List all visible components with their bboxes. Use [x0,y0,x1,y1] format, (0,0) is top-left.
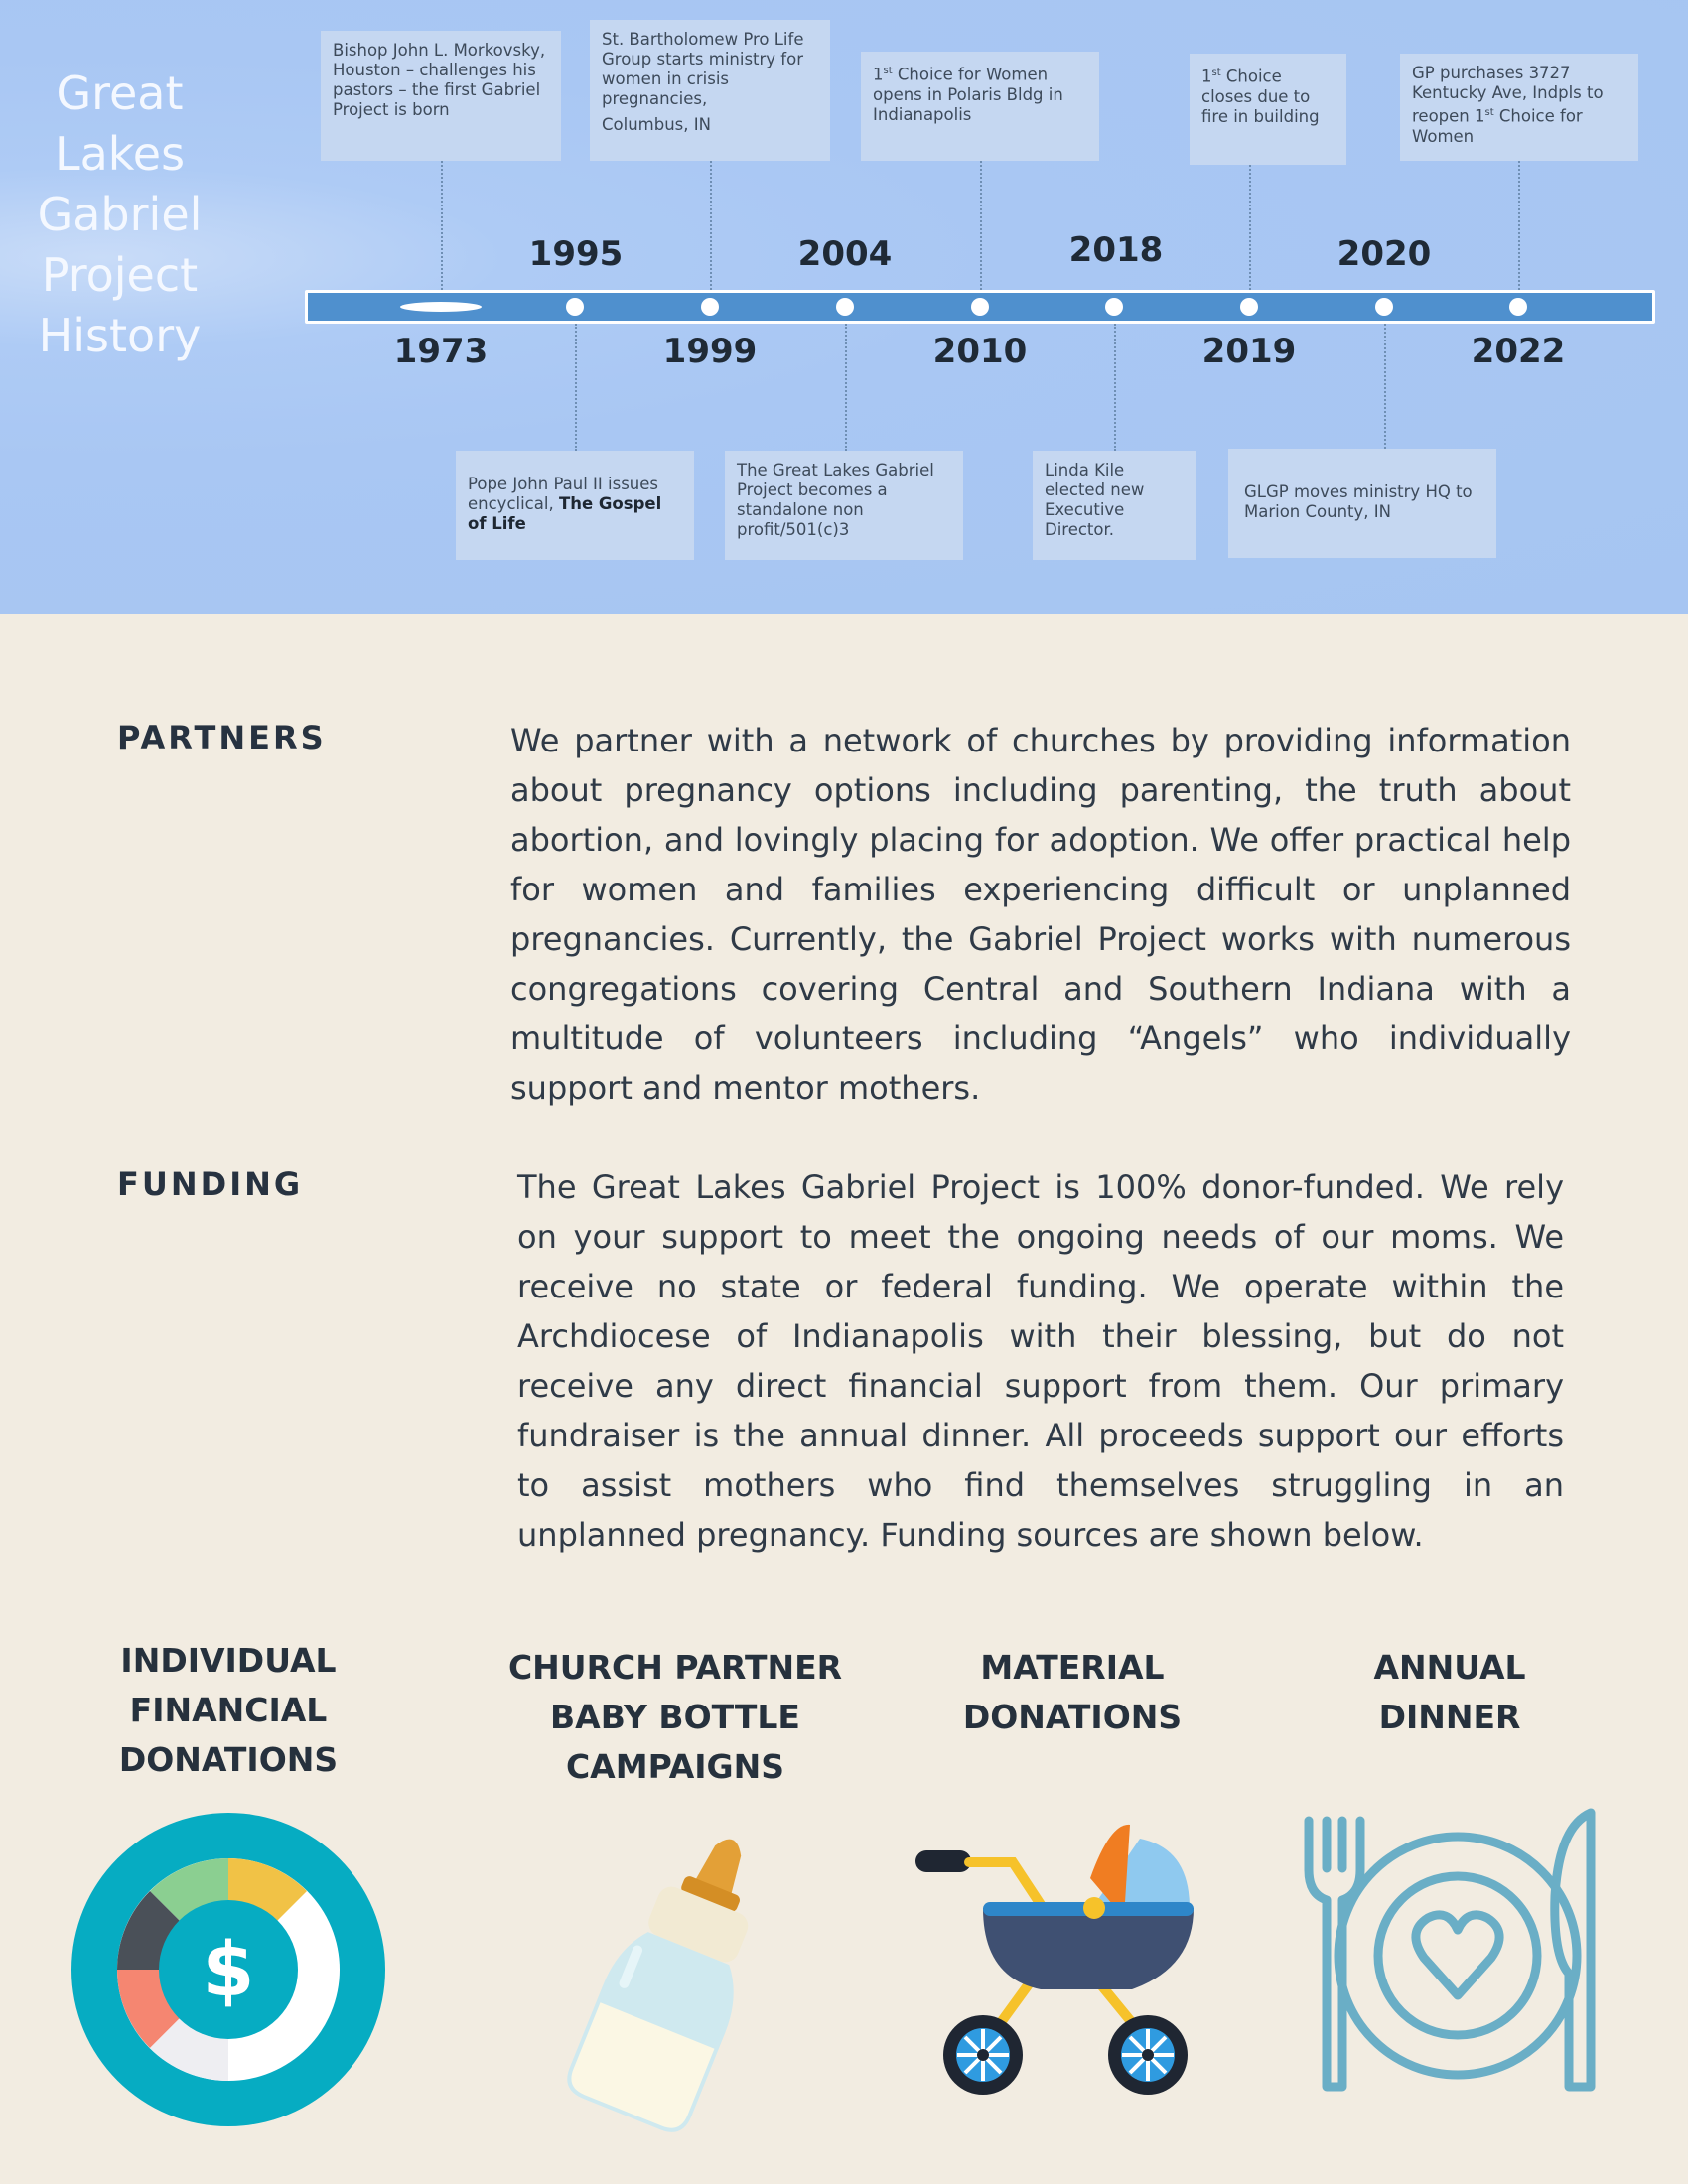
source-title-line: DINNER [1378,1698,1521,1736]
timeline-marker-1973 [400,302,482,312]
source-title-line: CAMPAIGNS [565,1747,785,1786]
event-card-2018 [1033,451,1196,560]
source-title-line: BABY BOTTLE [550,1698,800,1736]
history-timeline [0,0,1688,614]
timeline-marker [1509,298,1527,316]
timeline-title-line: Lakes [54,127,186,181]
source-title-line: MATERIAL [980,1648,1165,1687]
source-title-line: INDIVIDUAL [120,1641,337,1680]
source-title-line: DONATIONS [962,1698,1183,1736]
year-label: 2019 [1201,332,1297,371]
timeline-title [18,64,221,366]
baby-bottle-icon [536,1813,814,2140]
funding-heading: FUNDING [117,1165,304,1203]
event-card-2020 [1228,449,1496,558]
timeline-marker [701,298,719,316]
event-text: The Great Lakes Gabriel Project becomes a standalone non profit/501(c)3 [737,461,934,539]
source-title-dinner [1311,1643,1589,1742]
source-title-line: DONATIONS [118,1740,339,1779]
timeline-title-line: Great [56,67,184,120]
source-title-church [487,1643,864,1792]
event-text: 1 [1201,67,1212,86]
partners-heading: PARTNERS [117,719,327,756]
source-title-line: ANNUAL [1373,1648,1526,1687]
year-label: 2018 [1068,230,1164,270]
timeline-marker [1375,298,1393,316]
event-card-1973 [321,31,561,161]
connector [980,161,982,290]
event-text: Columbus, IN [602,115,711,134]
event-card-2022 [1400,54,1638,161]
event-text-bold: The Gospel of Life [468,494,662,533]
source-title-line: FINANCIAL [129,1691,328,1729]
event-text: st [883,66,893,76]
connector [710,161,712,290]
stroller-icon [914,1809,1211,2107]
dollar-donut-icon [71,1813,385,2126]
connector [575,324,577,451]
timeline-marker [1240,298,1258,316]
plate-heart-icon [1301,1807,1609,2105]
timeline-title-line: Project [41,248,199,302]
source-title-material [923,1643,1221,1742]
connector [1249,161,1251,290]
event-text: 1 [873,65,884,84]
year-label: 1995 [528,234,624,274]
timeline-marker [566,298,584,316]
connector [1384,324,1386,449]
event-text: St. Bartholomew Pro Life Group starts ministry for women in crisis pregnancies, [602,30,804,108]
year-label: 2010 [932,332,1028,371]
connector [845,324,847,451]
event-text: Choice for Women opens in Polaris Bldg in Indianapolis [873,65,1063,124]
connector [441,161,443,290]
year-label: 1999 [662,332,758,371]
timeline-marker [836,298,854,316]
source-title-individual [79,1636,377,1785]
timeline-marker [1105,298,1123,316]
event-card-2019 [1190,54,1346,165]
event-text: Pope John Paul II issues encyclical, [468,475,659,513]
event-text: st [1484,107,1494,118]
year-label: 2004 [797,234,893,274]
event-text: st [1211,68,1221,78]
year-label: 2022 [1471,332,1566,371]
event-text: GP purchases 3727 Kentucky Ave, Indpls to reopen 1 [1412,64,1604,126]
timeline-title-line: Gabriel [37,188,203,241]
event-card-2010 [861,52,1099,161]
year-label: 2020 [1336,234,1432,274]
event-text: Choice for Women [1412,106,1583,146]
funding-text: The Great Lakes Gabriel Project is 100% donor-funded. We rely on your support to meet the ongoing needs of our moms. We receive no state or federal funding. We operate within the Archdiocese of Indianapolis with their blessing, but do not receive any direct financial support from them. Our primary fundraiser is the annual dinner. All proceeds support our efforts to assist mothers who find themselves struggling in an unplanned pregnancy. Funding sources are shown below. [517,1168,1564,1554]
event-text: Linda Kile elected new Executive Director. [1045,461,1145,539]
event-text: Bishop John L. Morkovsky, Houston – challenges his pastors – the first Gabriel Project is born [333,41,546,119]
dollar-glyph: $ [202,1925,255,2013]
year-label: 1973 [393,332,489,371]
partners-text: We partner with a network of churches by providing information about pregnancy options including parenting, the truth about abortion, and lovingly placing for adoption. We offer practical help for women and families experiencing difficult or unplanned pregnancies. Currently, the Gabriel Project works with numerous congregations covering Central and Southern Indiana with a multitude of volunteers including “Angels” who individually support and mentor mothers. [510,722,1571,1107]
connector [1114,324,1116,451]
event-card-1999 [590,20,830,161]
event-card-1995 [456,451,694,560]
timeline-title-line: History [38,309,202,362]
event-card-2004 [725,451,963,560]
event-text: Choice closes due to fire in building [1201,67,1320,126]
source-title-line: CHURCH PARTNER [507,1648,843,1687]
event-text: GLGP moves ministry HQ to Marion County, IN [1244,482,1473,521]
timeline-marker [971,298,989,316]
connector [1518,161,1520,290]
